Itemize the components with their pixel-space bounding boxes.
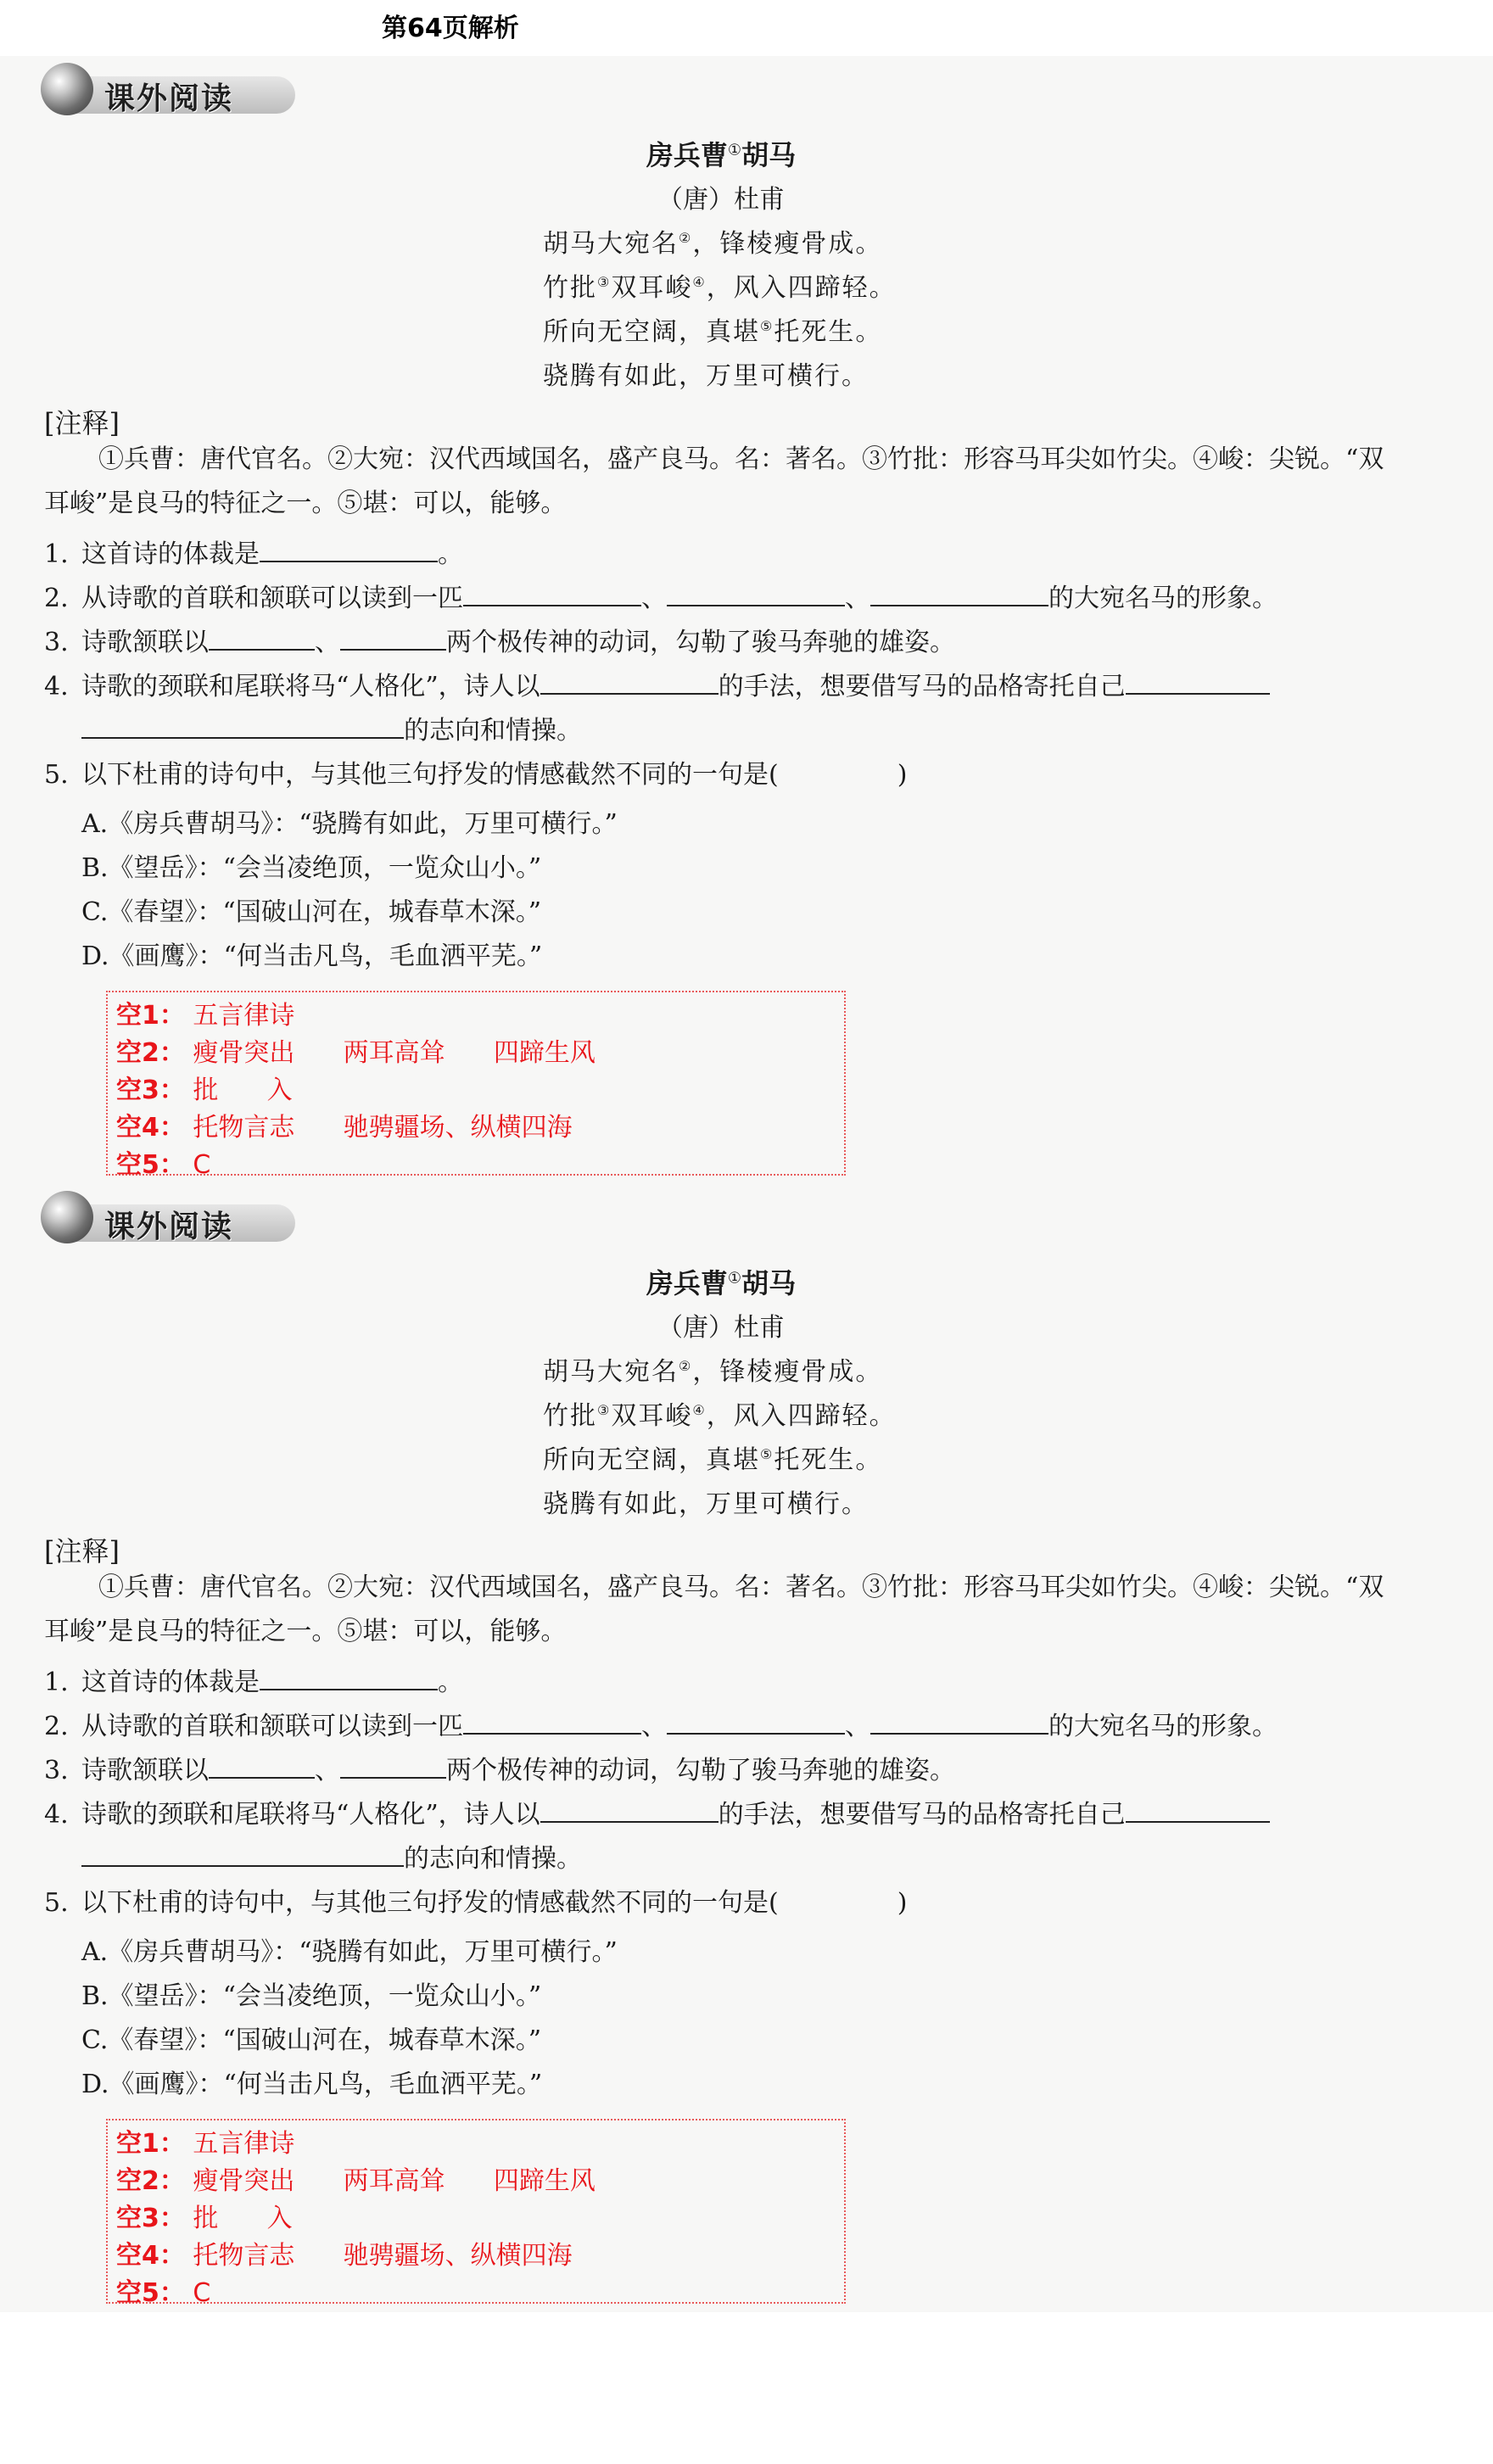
poem-line: 所向无空阔，真堪⑤托死生。 [543,317,883,347]
banner-label: 课外阅读 [104,1210,234,1244]
answer-blank [260,535,438,562]
poem-title: 房兵曹①胡马 [646,139,797,171]
answer-row: 空3： 批 入 [116,1076,293,1105]
section-banner [41,1184,278,1252]
notes-text: ①兵曹：唐代官名。②大宛：汉代西域国名，盛产良马。名：著名。③竹批：形容马耳尖如竹尖。④峻：尖锐。“双耳峻”是良马的特征之一。⑤堪：可以，能够。 [44,1573,1384,1646]
answer-blank [870,1707,1048,1735]
answer-blank [81,1840,404,1867]
answer-blank [209,623,315,651]
poem-author: （唐）杜甫 [657,185,785,215]
banner-label: 课外阅读 [104,81,234,116]
question-4: 4. 诗歌的颈联和尾联将马“人格化”，诗人以 的手法，想要借写马的品格寄托自己 [44,1793,1410,1837]
poem-line: 竹批③双耳峻④，风入四蹄轻。 [543,1401,897,1431]
answer-row: 空2： 瘦骨突出 两耳高耸 四蹄生风 [116,2166,596,2196]
section-banner [41,56,278,124]
poem-line: 竹批③双耳峻④，风入四蹄轻。 [543,273,897,303]
poem-line: 所向无空阔，真堪⑤托死生。 [543,1445,883,1475]
poem-author: （唐）杜甫 [657,1313,785,1343]
answer-row: 空1： 五言律诗 [116,1001,295,1031]
globe-icon [41,1191,93,1243]
question-4-continued: 的志向和情操。 [81,709,1447,753]
answer-blank [340,623,446,651]
answer-blank [463,579,641,606]
option-c: C.《春望》：“国破山河在，城春草木深。” [81,897,542,927]
answer-box [106,2119,846,2308]
answer-blank [540,668,719,695]
answer-blank [260,1663,438,1690]
notes-header: [注释] [44,407,120,439]
question-2: 2. 从诗歌的首联和颔联可以读到一匹 、 、 的大宛名马的形象。 [44,1705,1410,1749]
answer-blank [463,1707,641,1735]
answer-blank [209,1752,315,1779]
notes-text: ①兵曹：唐代官名。②大宛：汉代西域国名，盛产良马。名：著名。③竹批：形容马耳尖如竹尖。④峻：尖锐。“双耳峻”是良马的特征之一。⑤堪：可以，能够。 [44,444,1384,518]
poem-line: 胡马大宛名②，锋棱瘦骨成。 [543,1357,883,1387]
option-a: A.《房兵曹胡马》：“骁腾有如此，万里可横行。” [81,1937,618,1967]
option-d: D.《画鹰》：“何当击凡鸟，毛血洒平芜。” [81,941,543,971]
answer-blank [1126,668,1270,695]
answer-blank [340,1752,446,1779]
answer-row: 空1： 五言律诗 [116,2129,295,2159]
question-1: 1. 这首诗的体裁是 。 [44,533,1410,577]
answer-box [106,991,846,1180]
option-b: B.《望岳》：“会当凌绝顶，一览众山小。” [81,1981,542,2011]
option-b: B.《望岳》：“会当凌绝顶，一览众山小。” [81,853,542,883]
question-5: 5. 以下杜甫的诗句中，与其他三句抒发的情感截然不同的一句是( ) [44,760,908,790]
poem-title: 房兵曹①胡马 [646,1267,797,1299]
poem-line: 骁腾有如此，万里可横行。 [543,361,869,391]
question-1: 1. 这首诗的体裁是 。 [44,1661,1410,1705]
answer-row: 空4： 托物言志 驰骋疆场、纵横四海 [116,2241,573,2271]
poem-line: 骁腾有如此，万里可横行。 [543,1489,869,1519]
answer-blank [81,712,404,739]
question-4: 4. 诗歌的颈联和尾联将马“人格化”，诗人以 的手法，想要借写马的品格寄托自己 [44,665,1410,709]
page-title: 第64页解析 [382,14,519,43]
answer-blank [870,579,1048,606]
question-2: 2. 从诗歌的首联和颔联可以读到一匹 、 、 的大宛名马的形象。 [44,577,1410,621]
question-4-continued: 的志向和情操。 [81,1837,1447,1881]
answer-row: 空3： 批 入 [116,2204,293,2233]
globe-icon [41,63,93,115]
answer-blank [667,1707,845,1735]
question-3: 3. 诗歌颔联以 、 两个极传神的动词，勾勒了骏马奔驰的雄姿。 [44,1749,1410,1793]
answer-blank [667,579,845,606]
answer-blank [540,1796,719,1823]
question-3: 3. 诗歌颔联以 、 两个极传神的动词，勾勒了骏马奔驰的雄姿。 [44,621,1410,665]
answer-row: 空5： C [116,1150,211,1180]
poem-line: 胡马大宛名②，锋棱瘦骨成。 [543,229,883,259]
question-5: 5. 以下杜甫的诗句中，与其他三句抒发的情感截然不同的一句是( ) [44,1888,908,1918]
answer-row: 空5： C [116,2278,211,2308]
answer-row: 空2： 瘦骨突出 两耳高耸 四蹄生风 [116,1038,596,1068]
option-a: A.《房兵曹胡马》：“骁腾有如此，万里可横行。” [81,809,618,839]
answer-row: 空4： 托物言志 驰骋疆场、纵横四海 [116,1113,573,1143]
notes-header: [注释] [44,1535,120,1567]
answer-blank [1126,1796,1270,1823]
page-header [0,0,1493,47]
option-d: D.《画鹰》：“何当击凡鸟，毛血洒平芜。” [81,2070,543,2099]
option-c: C.《春望》：“国破山河在，城春草木深。” [81,2025,542,2055]
